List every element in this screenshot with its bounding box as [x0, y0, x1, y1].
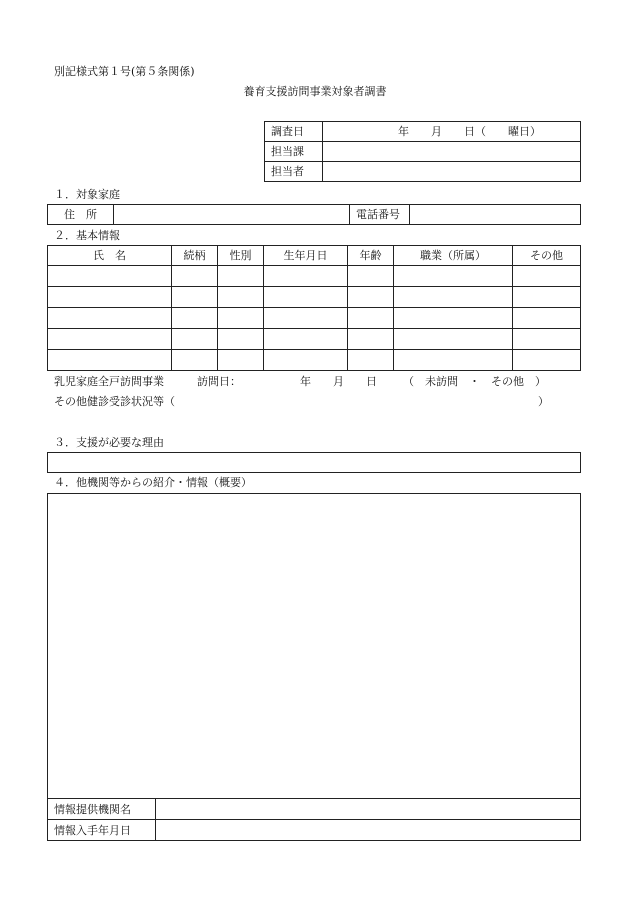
cell-name[interactable]	[48, 308, 172, 329]
visit-status-options[interactable]: （ 未訪問 ・ その他 ）	[403, 375, 546, 388]
table-row	[48, 266, 581, 287]
dept-label: 担当課	[265, 142, 323, 162]
section2-heading: ２．基本情報	[54, 229, 120, 242]
cell-relation[interactable]	[172, 329, 218, 350]
cell-birthdate[interactable]	[264, 350, 348, 371]
provider-label: 情報提供機関名	[48, 799, 156, 820]
section4-heading: ４．他機関等からの紹介・情報（概要）	[54, 476, 252, 489]
visit-date-label: 訪問日：	[197, 375, 241, 388]
cell-relation[interactable]	[172, 266, 218, 287]
col-birthdate: 生年月日	[264, 246, 348, 266]
address-label: 住 所	[48, 205, 114, 225]
cell-occupation[interactable]	[394, 266, 513, 287]
cell-age[interactable]	[348, 350, 394, 371]
cell-birthdate[interactable]	[264, 266, 348, 287]
provider-table	[47, 798, 581, 841]
phone-label: 電話番号	[350, 205, 410, 225]
cell-gender[interactable]	[218, 308, 264, 329]
col-other: その他	[513, 246, 581, 266]
referral-info-field[interactable]	[47, 493, 581, 799]
basic-info-table	[47, 245, 581, 371]
cell-age[interactable]	[348, 266, 394, 287]
col-age: 年齢	[348, 246, 394, 266]
checkup-status-label: その他健診受診状況等（	[54, 395, 175, 408]
cell-occupation[interactable]	[394, 350, 513, 371]
checkup-close-paren: ）	[538, 395, 549, 408]
cell-age[interactable]	[348, 308, 394, 329]
col-name: 氏 名	[48, 246, 172, 266]
cell-name[interactable]	[48, 287, 172, 308]
table-row	[48, 350, 581, 371]
survey-date-label: 調査日	[265, 122, 323, 142]
cell-other[interactable]	[513, 350, 581, 371]
cell-occupation[interactable]	[394, 308, 513, 329]
support-reason-field[interactable]	[47, 452, 581, 473]
phone-field[interactable]	[410, 205, 581, 225]
page-title: 養育支援訪問事業対象者調書	[243, 85, 387, 98]
cell-occupation[interactable]	[394, 287, 513, 308]
survey-date-field[interactable]	[323, 122, 581, 142]
cell-age[interactable]	[348, 287, 394, 308]
col-relation: 続柄	[172, 246, 218, 266]
table-row	[48, 308, 581, 329]
provider-field[interactable]	[156, 799, 581, 820]
cell-other[interactable]	[513, 308, 581, 329]
survey-date-value: 年 月 日（ 曜日）	[398, 125, 541, 138]
cell-other[interactable]	[513, 266, 581, 287]
info-date-field[interactable]	[156, 820, 581, 841]
cell-birthdate[interactable]	[264, 308, 348, 329]
cell-gender[interactable]	[218, 329, 264, 350]
survey-info-table	[264, 121, 581, 182]
cell-relation[interactable]	[172, 350, 218, 371]
cell-age[interactable]	[348, 329, 394, 350]
info-date-label: 情報入手年月日	[48, 820, 156, 841]
person-label: 担当者	[265, 162, 323, 182]
section3-heading: ３．支援が必要な理由	[54, 436, 164, 449]
cell-relation[interactable]	[172, 308, 218, 329]
dept-field[interactable]	[323, 142, 581, 162]
cell-other[interactable]	[513, 287, 581, 308]
cell-name[interactable]	[48, 266, 172, 287]
table-row	[48, 287, 581, 308]
table-row	[48, 329, 581, 350]
cell-gender[interactable]	[218, 266, 264, 287]
col-gender: 性別	[218, 246, 264, 266]
cell-gender[interactable]	[218, 350, 264, 371]
address-field[interactable]	[114, 205, 350, 225]
family-table	[47, 204, 581, 225]
cell-birthdate[interactable]	[264, 329, 348, 350]
table-header-row	[48, 246, 581, 266]
person-field[interactable]	[323, 162, 581, 182]
cell-other[interactable]	[513, 329, 581, 350]
visit-date-value[interactable]: 年 月 日	[300, 375, 377, 388]
col-occupation: 職業（所属）	[394, 246, 513, 266]
visit-program-label: 乳児家庭全戸訪問事業	[54, 375, 164, 388]
cell-name[interactable]	[48, 350, 172, 371]
cell-birthdate[interactable]	[264, 287, 348, 308]
form-number: 別記様式第１号(第５条関係)	[54, 65, 195, 78]
section1-heading: １．対象家庭	[54, 188, 120, 201]
cell-relation[interactable]	[172, 287, 218, 308]
cell-occupation[interactable]	[394, 329, 513, 350]
cell-gender[interactable]	[218, 287, 264, 308]
cell-name[interactable]	[48, 329, 172, 350]
